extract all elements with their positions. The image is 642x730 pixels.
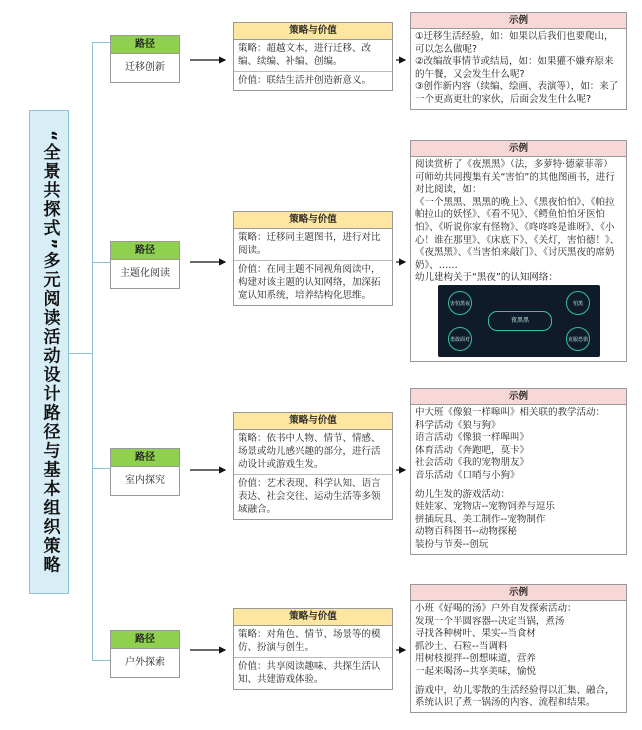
value-text: 价值：联结生活并创造新意义。 xyxy=(234,71,392,90)
example-line: 中大班《像狼一样嗥叫》相关联的教学活动： xyxy=(415,407,606,418)
example-line: 小班《好喝的汤》户外自发探索活动： xyxy=(415,603,577,614)
example-line: 音乐活动《口哨与小狗》 xyxy=(415,469,520,481)
example-line: 幼儿建构关于“黑夜”的认知网络： xyxy=(415,272,558,284)
example-box-indoor xyxy=(410,388,627,555)
example-header: 示例 xyxy=(411,13,626,29)
example-line: 娃娃家、宠物店--宠物饲养与逗乐 xyxy=(415,501,555,513)
example-header: 示例 xyxy=(411,389,626,405)
example-line: 《一个黑黑、黑黑的晚上》、《黑夜怕怕》、《帕拉帕拉山的妖怪》、《看不见》、《鳄鱼怕怕牙医怕怕》、《听说你家有怪物》、《咚咚咚是谁呀》、《小心！谁在那里》、《床底下》、《关灯，害怕德！》、《夜黑黑》、《当害怕来敲门》、《讨厌黑夜的席奶奶》、…… xyxy=(415,196,620,271)
path-label: 迁移创新 xyxy=(125,62,165,73)
value-text: 价值：艺术表现、科学认知、语言表达、社会交往、运动生活等多领域融合。 xyxy=(234,474,392,519)
example-line: 阅读赏析了《夜黑黑》（法，多萝特·德蒙菲蒂）可师幼共同搜集有关“害怕”的其他图画书，进行对比阅读，如： xyxy=(415,159,615,196)
example-line: ②改编故事情节或结局，如：如果獾不嫌弃原来的午餐，又会发生什么呢? xyxy=(415,56,614,80)
value-box-indoor xyxy=(233,412,393,520)
value-header: 策略与价值 xyxy=(234,413,392,430)
path-label: 户外探索 xyxy=(125,657,165,668)
path-box-thematic xyxy=(110,241,180,289)
path-header: 路径 xyxy=(111,242,179,260)
strategy-text: 策略：依书中人物、情节、情感、场景或幼儿感兴趣的部分，进行活动设计或游戏生发。 xyxy=(238,433,381,470)
example-line: 社会活动《我的宠物朋友》 xyxy=(415,457,530,469)
value-box-migration xyxy=(233,22,393,91)
example-line: 语言活动《像狼一样嗥叫》 xyxy=(415,432,530,444)
example-line: 发现一个半圆容器--决定当锅，煮汤 xyxy=(415,615,565,627)
cognitive-network-map xyxy=(438,285,600,357)
example-line: 装扮与节奏--创玩 xyxy=(415,538,489,550)
value-header: 策略与价值 xyxy=(234,212,392,229)
example-line: ③创作新内容（续编、绘画、表演等），如：来了一个更高更壮的家伙，后面会发生什么呢? xyxy=(415,81,619,105)
example-line: 科学活动《狼与狗》 xyxy=(415,419,501,431)
example-line: 一起来喝汤--共享美味，愉悦 xyxy=(415,665,536,677)
example-box-outdoor xyxy=(410,584,627,713)
network-center: 夜黑黑 xyxy=(488,311,552,331)
example-line: 用树枝搅拌--创想味道，营养 xyxy=(415,653,536,665)
strategy-text: 策略：迁移同主题图书，进行对比阅读。 xyxy=(238,232,381,256)
network-node: 克服恐惧 xyxy=(566,327,590,351)
network-node: 害怕黑夜 xyxy=(448,291,472,315)
example-line: ①迁移生活经验，如：如果以后我们也要爬山，可以怎么做呢? xyxy=(415,31,614,55)
network-node: 怕黑 xyxy=(566,291,590,315)
value-text: 价值：在同主题不同视角阅读中，构建对该主题的认知网络，加深拓宽认知系统，培养结构化思维。 xyxy=(234,260,392,305)
strategy-text: 策略：超越文本，进行迁移、改编、续编、补编、创编。 xyxy=(238,43,372,67)
network-node: 勇敢面对 xyxy=(448,327,472,351)
value-header: 策略与价值 xyxy=(234,609,392,626)
example-header: 示例 xyxy=(411,585,626,601)
path-box-outdoor xyxy=(110,630,180,678)
example-line: 幼儿生发的游戏活动： xyxy=(415,488,511,500)
value-text: 价值：共享阅读趣味、共探生活认知、共建游戏体验。 xyxy=(234,657,392,689)
example-line: 动物百科图书--动物探秘 xyxy=(415,526,517,538)
main-title: “全景共探式”多元阅读活动设计路径与基本组织策略 xyxy=(39,129,60,575)
path-header: 路径 xyxy=(111,36,179,54)
example-line: 抓沙土、石粒--当调料 xyxy=(415,640,508,652)
value-header: 策略与价值 xyxy=(234,23,392,40)
path-box-migration xyxy=(110,35,180,83)
value-box-outdoor xyxy=(233,608,393,690)
example-header: 示例 xyxy=(411,141,626,157)
strategy-text: 策略：对角色、情节、场景等的模仿、扮演与创生。 xyxy=(238,629,381,653)
path-box-indoor xyxy=(110,448,180,496)
example-line: 拼插玩具、美工制作--宠物制作 xyxy=(415,513,546,525)
path-label: 室内探究 xyxy=(125,475,165,486)
path-header: 路径 xyxy=(111,631,179,649)
path-header: 路径 xyxy=(111,449,179,467)
example-line: 寻找各种树叶、果实--当食材 xyxy=(415,628,536,640)
example-line: 体育活动《奔跑吧，莫卡》 xyxy=(415,444,530,456)
path-label: 主题化阅读 xyxy=(120,268,170,279)
example-line: 游戏中，幼儿零散的生活经验得以汇集、融合，系统认识了煮一锅汤的内容、流程和结果。 xyxy=(415,684,615,709)
value-box-thematic xyxy=(233,211,393,306)
example-box-migration xyxy=(410,12,627,110)
